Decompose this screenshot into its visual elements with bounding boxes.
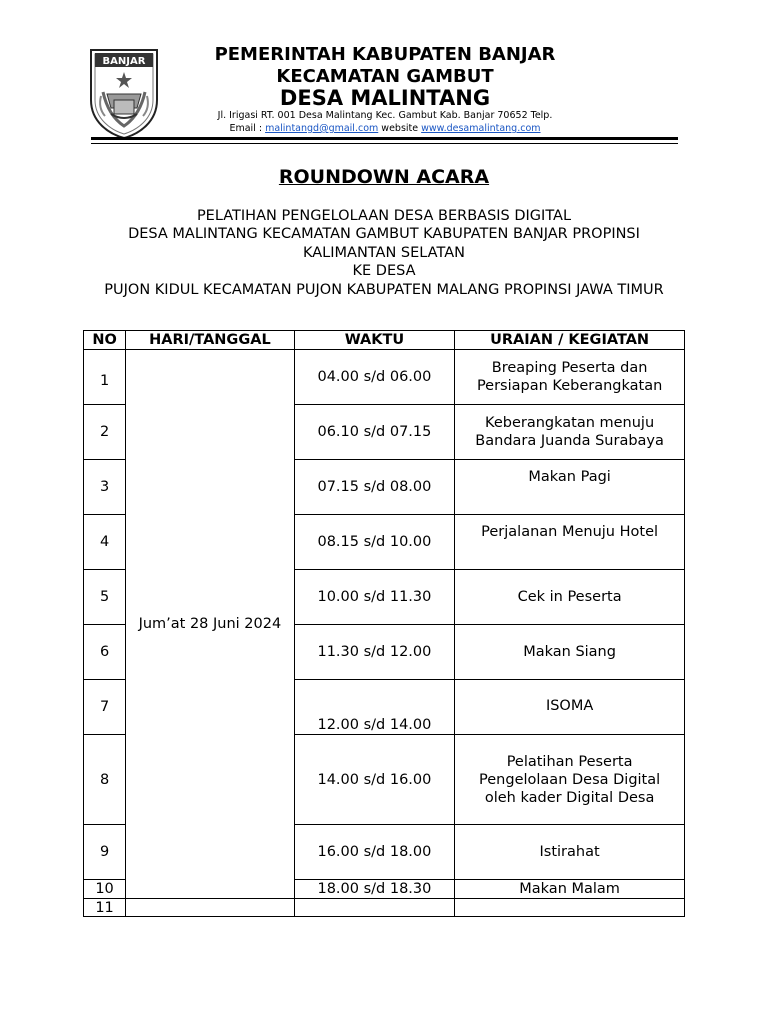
activity-line: Breaping Peserta dan [491,360,648,376]
activity-line: ISOMA [545,698,594,714]
row-number: 8 [84,735,126,825]
banjar-regency-logo [89,48,159,140]
subtitle-line: KALIMANTAN SELATAN [303,244,465,261]
event-description [0,207,768,299]
column-header-no: NO [84,331,126,350]
row-number: 5 [84,570,126,625]
row-time: 16.00 s/d 18.00 [294,825,455,880]
address-line: Jl. Irigasi RT. 001 Desa Malintang Kec. Gambut Kab. Banjar 70652 Telp. [217,110,553,121]
row-activity [455,735,685,825]
table-header-row [84,331,685,350]
row-number: 10 [84,880,126,899]
row-activity [455,880,685,899]
contact-line [150,123,620,134]
row-activity [455,570,685,625]
row-time: 06.10 s/d 07.15 [294,405,455,460]
document-title: ROUNDOWN ACARA [278,166,490,188]
row-number: 9 [84,825,126,880]
activity-line: Makan Pagi [528,469,611,485]
row-time: 08.15 s/d 10.00 [294,515,455,570]
row-number: 2 [84,405,126,460]
email-link[interactable]: malintangd@gmail.com [265,123,379,134]
subtitle-line: DESA MALINTANG KECAMATAN GAMBUT KABUPATEN BANJAR PROPINSI [128,226,640,243]
activity-line: Makan Malam [519,881,620,897]
row-time [294,899,455,917]
row-date-empty [126,899,295,917]
row-time: 14.00 s/d 16.00 [294,735,455,825]
row-time: 11.30 s/d 12.00 [294,625,455,680]
logo-text: BANJAR [102,56,146,67]
header-rule-thick [91,137,678,140]
row-number: 6 [84,625,126,680]
table-row [84,899,685,917]
row-number: 7 [84,680,126,735]
activity-line: Bandara Juanda Surabaya [475,433,664,449]
row-activity [455,899,685,917]
row-activity [455,625,685,680]
government-name: PEMERINTAH KABUPATEN BANJAR [214,44,556,65]
row-number: 11 [84,899,126,917]
row-activity [455,680,685,735]
event-date: Jum’at 28 Juni 2024 [126,350,295,899]
subtitle-line: PUJON KIDUL KECAMATAN PUJON KABUPATEN MALANG PROPINSI JAWA TIMUR [104,281,664,298]
schedule-table [83,330,685,917]
website-link[interactable]: www.desamalintang.com [421,123,541,134]
activity-line: Perjalanan Menuju Hotel [481,524,659,540]
column-header-date: HARI/TANGGAL [126,331,295,350]
district-name: KECAMATAN GAMBUT [276,66,494,87]
email-label: Email : [229,123,263,134]
row-number: 3 [84,460,126,515]
header-rule-thin [91,143,678,144]
row-activity [455,825,685,880]
row-time: 07.15 s/d 08.00 [294,460,455,515]
row-time: 18.00 s/d 18.30 [294,880,455,899]
row-activity [455,350,685,405]
activity-line: Pengelolaan Desa Digital [479,771,661,788]
column-header-activity: URAIAN / KEGIATAN [455,331,685,350]
activity-line: Cek in Peserta [517,589,622,605]
row-activity [455,460,685,515]
activity-line: Istirahat [539,844,600,860]
activity-line: Persiapan Keberangkatan [476,378,663,394]
row-number: 1 [84,350,126,405]
subtitle-line: KE DESA [352,263,416,280]
activity-line: oleh kader Digital Desa [484,789,655,806]
row-activity [455,515,685,570]
activity-line: Keberangkatan menuju [485,415,655,431]
row-number: 4 [84,515,126,570]
website-label: website [381,123,419,134]
subtitle-line: PELATIHAN PENGELOLAAN DESA BERBASIS DIGITAL [196,208,572,224]
row-time: 10.00 s/d 11.30 [294,570,455,625]
row-time: 04.00 s/d 06.00 [294,350,455,405]
column-header-time: WAKTU [294,331,455,350]
table-row [84,350,685,405]
row-activity [455,405,685,460]
village-name: DESA MALINTANG [279,86,491,110]
row-time: 12.00 s/d 14.00 [294,680,455,735]
activity-line: Pelatihan Peserta [506,753,633,770]
activity-line: Makan Siang [523,644,616,660]
